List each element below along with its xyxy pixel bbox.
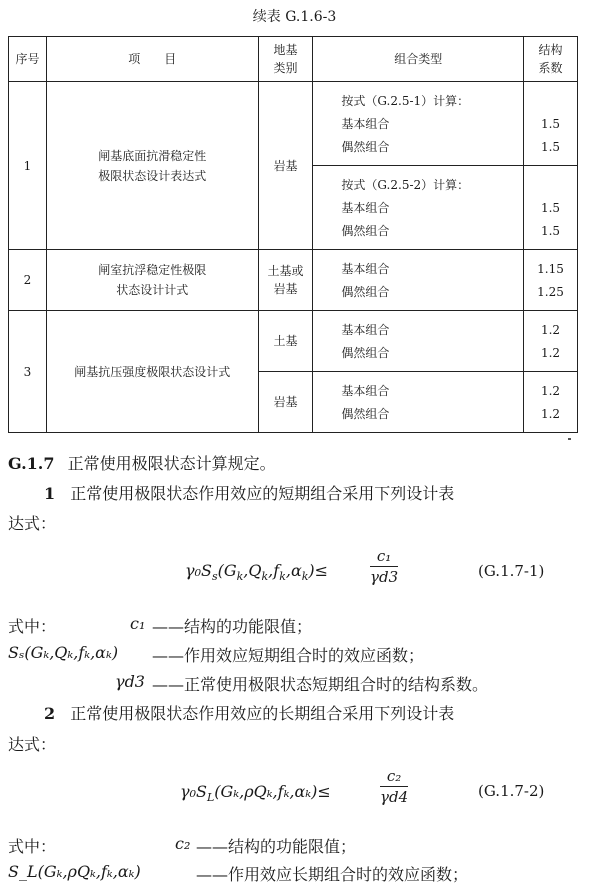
type-line: 基本组合 bbox=[341, 384, 390, 398]
formula-1-k3: k bbox=[279, 570, 286, 584]
item2-text-line1 bbox=[44, 702, 454, 726]
table-header-row bbox=[9, 37, 578, 82]
formula-2-lhs: γ₀S bbox=[180, 782, 207, 801]
header-coef-line2: 系数 bbox=[538, 61, 563, 75]
row-coef-cell bbox=[524, 166, 578, 250]
row-no: 3 bbox=[9, 311, 47, 433]
formula-1-a: ,α bbox=[285, 561, 302, 580]
row-soil: 岩基 bbox=[258, 372, 313, 433]
coef-value: 1.15 bbox=[537, 262, 564, 276]
row-item-line1: 闸室抗浮稳定性极限 bbox=[98, 263, 207, 277]
formula-1-fraction bbox=[370, 547, 398, 586]
formula-2-rest: (Gₖ,ρQₖ,fₖ,αₖ)≤ bbox=[214, 782, 331, 801]
row-coef-cell bbox=[524, 311, 578, 372]
formula-1-lhs: γ₀S bbox=[185, 561, 212, 580]
fraction-numerator: c₁ bbox=[370, 547, 398, 567]
row-soil bbox=[258, 250, 313, 311]
coef-value: 1.2 bbox=[540, 407, 561, 421]
coef-value: 1.5 bbox=[540, 201, 561, 215]
type-line: 按式（G.2.5-1）计算： bbox=[341, 94, 470, 108]
header-coef bbox=[524, 37, 578, 82]
formula-1-sub: s bbox=[211, 570, 218, 584]
formula-1-q: ,Q bbox=[243, 561, 262, 580]
formula-1-close: )≤ bbox=[308, 561, 329, 580]
def-description: ——正常使用极限状态短期组合时的结构系数。 bbox=[152, 675, 489, 694]
row-type-cell bbox=[313, 250, 524, 311]
fraction-denominator: γd4 bbox=[380, 788, 409, 806]
row-type-cell bbox=[313, 82, 524, 166]
table-row bbox=[9, 82, 578, 166]
row-soil: 土基 bbox=[258, 311, 313, 372]
item2-text: 正常使用极限状态作用效应的长期组合采用下列设计表 bbox=[70, 704, 455, 723]
coef-value: 1.25 bbox=[537, 285, 564, 299]
header-soil bbox=[258, 37, 313, 82]
type-line: 基本组合 bbox=[341, 201, 390, 215]
def-description: ——结构的功能限值； bbox=[196, 837, 357, 856]
formula-1-k4: k bbox=[301, 570, 309, 584]
formula-1-k2: k bbox=[261, 570, 269, 584]
row-type-cell bbox=[313, 166, 524, 250]
row-item bbox=[46, 250, 258, 311]
formula-1-f: ,f bbox=[268, 561, 280, 580]
row-item-line2: 极限状态设计表达式 bbox=[98, 168, 207, 183]
header-coef-line1: 结构 bbox=[538, 43, 563, 57]
type-line: 偶然组合 bbox=[341, 407, 390, 421]
section-heading bbox=[8, 452, 276, 476]
coef-value: 1.5 bbox=[540, 140, 561, 154]
type-line: 偶然组合 bbox=[341, 140, 390, 154]
type-line: 基本组合 bbox=[341, 117, 390, 131]
header-soil-line2: 类别 bbox=[273, 61, 298, 75]
row-item-line2: 状态设计计式 bbox=[116, 283, 189, 297]
row-coef-cell bbox=[524, 250, 578, 311]
type-line: 偶然组合 bbox=[341, 346, 390, 360]
def-description: ——作用效应短期组合时的效应函数； bbox=[152, 646, 425, 665]
type-line: 基本组合 bbox=[341, 262, 390, 276]
row-item bbox=[46, 82, 258, 250]
row-type-cell bbox=[313, 372, 524, 433]
formula-2 bbox=[180, 782, 331, 804]
coef-value bbox=[524, 90, 577, 113]
equation-number-2: (G.1.7-2) bbox=[478, 782, 545, 800]
coef-value: 1.5 bbox=[540, 117, 561, 131]
formula-2-fraction bbox=[380, 767, 408, 806]
table-row bbox=[9, 250, 578, 311]
header-soil-line1: 地基 bbox=[273, 43, 298, 57]
formula-1 bbox=[185, 561, 328, 583]
formula-1-args: (G bbox=[217, 561, 237, 580]
row-coef-cell bbox=[524, 372, 578, 433]
row-type-cell bbox=[313, 311, 524, 372]
row-soil: 岩基 bbox=[258, 82, 313, 250]
section-title: 正常使用极限状态计算规定。 bbox=[67, 454, 276, 473]
item2-text-line2: 达式： bbox=[8, 735, 57, 754]
row-coef-cell bbox=[524, 82, 578, 166]
row-no: 2 bbox=[9, 250, 47, 311]
coef-value: 1.2 bbox=[540, 323, 561, 337]
header-no: 序号 bbox=[9, 37, 47, 82]
def-symbol: S_L(Gₖ,ρQₖ,fₖ,αₖ) bbox=[8, 862, 141, 881]
header-type: 组合类型 bbox=[313, 37, 524, 82]
type-line: 偶然组合 bbox=[341, 285, 390, 299]
def-description: ——结构的功能限值； bbox=[152, 617, 313, 636]
fraction-numerator: c₂ bbox=[380, 767, 408, 787]
where-label: 式中： bbox=[8, 837, 57, 856]
type-line: 按式（G.2.5-2）计算： bbox=[341, 178, 470, 192]
coefficient-table bbox=[8, 36, 578, 433]
row-item-line1: 闸基底面抗滑稳定性 bbox=[98, 148, 207, 163]
coef-value bbox=[524, 174, 577, 197]
table-row bbox=[9, 311, 578, 372]
formula-1-k1: k bbox=[236, 570, 244, 584]
section-number: G.1.7 bbox=[8, 454, 55, 473]
row-soil-line2: 岩基 bbox=[273, 282, 298, 296]
def-symbol: Sₛ(Gₖ,Qₖ,fₖ,αₖ) bbox=[8, 643, 119, 662]
def-symbol: c₁ bbox=[130, 614, 146, 633]
row-soil-line1: 土基或 bbox=[267, 264, 304, 278]
def-description: ——作用效应长期组合时的效应函数； bbox=[196, 865, 469, 884]
type-line: 偶然组合 bbox=[341, 224, 390, 238]
coef-value: 1.2 bbox=[540, 346, 561, 360]
where-label: 式中： bbox=[8, 617, 57, 636]
item1-text: 正常使用极限状态作用效应的短期组合采用下列设计表 bbox=[70, 484, 455, 503]
item1-number: 1 bbox=[44, 484, 56, 503]
scan-dash-mark bbox=[568, 438, 571, 440]
row-no: 1 bbox=[9, 82, 47, 250]
type-line: 基本组合 bbox=[341, 323, 390, 337]
item2-number: 2 bbox=[44, 704, 56, 723]
row-item: 闸基抗压强度极限状态设计式 bbox=[46, 311, 258, 433]
def-symbol: γd3 bbox=[115, 672, 145, 691]
coef-value: 1.2 bbox=[540, 384, 561, 398]
coef-value: 1.5 bbox=[540, 224, 561, 238]
equation-number-1: (G.1.7-1) bbox=[478, 562, 545, 580]
item1-text-line2: 达式： bbox=[8, 514, 57, 533]
header-item: 项 目 bbox=[46, 37, 258, 82]
fraction-denominator: γd3 bbox=[370, 568, 399, 586]
formula-2-sub: L bbox=[206, 791, 215, 805]
table-caption: 续表 G.1.6-3 bbox=[252, 9, 337, 25]
def-symbol: c₂ bbox=[175, 834, 191, 853]
item1-text-line1 bbox=[44, 482, 454, 506]
